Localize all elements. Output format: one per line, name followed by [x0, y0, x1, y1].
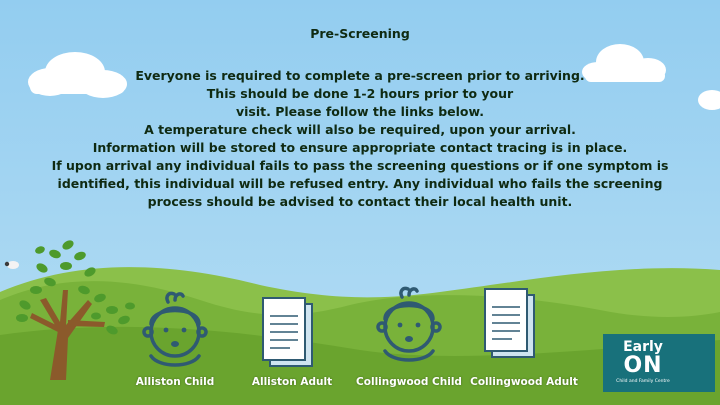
child-face-icon [349, 285, 469, 365]
instructions-line: A temperature check will also be required, upon your arrival. [144, 122, 576, 137]
instructions-line: This should be done 1-2 hours prior to your [206, 86, 514, 101]
link-collingwood-adult[interactable] [482, 287, 542, 365]
instructions-line: If upon arrival any individual fails to pass the screening questions or if one symptom is [51, 158, 669, 173]
earlyon-logo [603, 334, 715, 392]
logo-subtitle: Child and Family Centre [616, 379, 670, 384]
instructions-line: Information will be stored to ensure appropriate contact tracing is in place. [92, 140, 628, 155]
instructions-line: visit. Please follow the links below. [235, 104, 485, 119]
link-alliston-adult[interactable] [260, 296, 320, 374]
link-collingwood-child[interactable] [349, 285, 469, 365]
instructions-text [0, 67, 720, 211]
instructions-line: process should be advised to contact their local health unit. [147, 194, 573, 209]
page-title: Pre-Screening [310, 26, 410, 41]
link-label[interactable]: Collingwood Adult [470, 376, 578, 388]
logo-word-early: Early [623, 339, 663, 355]
document-icon [260, 296, 320, 374]
link-label[interactable]: Collingwood Child [356, 376, 462, 388]
instructions-line: identified, this individual will be refused entry. Any individual who fails the screening [57, 176, 663, 191]
instructions-line: Everyone is required to complete a pre-screen prior to arriving. [135, 68, 585, 83]
logo-word-on: ON [623, 353, 663, 378]
child-face-icon [115, 290, 235, 370]
document-icon [482, 287, 542, 365]
link-label[interactable]: Alliston Adult [251, 376, 333, 388]
link-label[interactable]: Alliston Child [135, 376, 215, 388]
